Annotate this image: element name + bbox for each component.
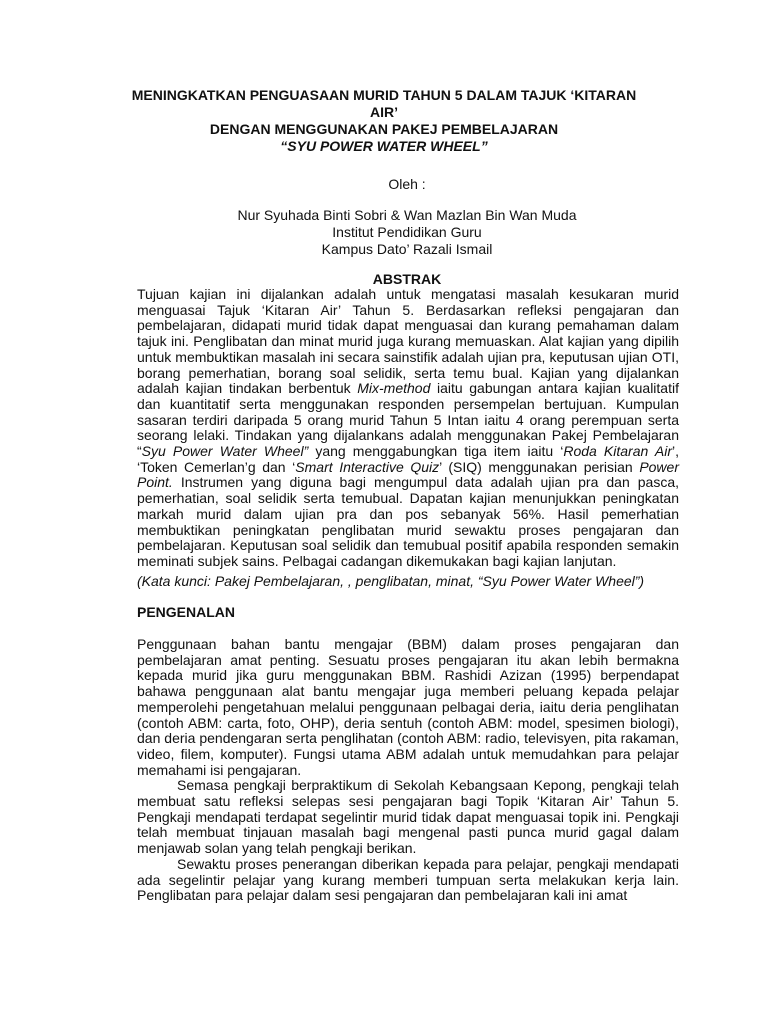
author-block	[0, 207, 768, 258]
abstract-part: iaitu gabungan antara kajian kualitatif dan kuantitatif serta menggunakan responden persempelan bertujuan. Kumpulan sasaran terdiri daripada 5 orang murid Tahun 5 Intan iaitu 4 orang perempuan serta seorang lelaki. Tindakan yang dijalankans adalah menggunakan Pakej Pembelajaran “	[137, 380, 679, 460]
intro-paragraph-3: Sewaktu proses penerangan diberikan kepada para pelajar, pengkaji mendapati ada segelintir pelajar yang kurang memberi tumpuan serta melakukan kerja lain. Penglibatan para pelajar dalam sesi pengajaran dan pembelajaran kali ini amat	[137, 855, 679, 904]
institution: Institut Pendidikan Guru	[332, 224, 482, 240]
introduction-body	[137, 637, 679, 904]
campus: Kampus Dato’ Razali Ismail	[321, 241, 493, 257]
abstract-term-quiz: Smart Interactive Quiz	[295, 458, 440, 475]
intro-paragraph-2: Semasa pengkaji berpraktikum di Sekolah Kebangsaan Kepong, pengkaji telah membuat satu refleksi selepas sesi pengajaran bagi Topik ‘Kitaran Air’ Tahun 5. Pengkaji mendapati terdapat segelintir murid tidak dapat menguasai topik ini. Pengkaji telah membuat tinjauan masalah bagi mengenal pasti punca murid gagal dalam menjawab solan yang telah pengkaji berikan.	[137, 777, 679, 857]
abstract-part: ’ (SIQ) menggunakan perisian	[439, 458, 640, 475]
author-names: Nur Syuhada Binti Sobri & Wan Mazlan Bin Wan Muda	[237, 207, 577, 223]
byline-label: Oleh :	[388, 176, 426, 192]
abstract-part: Instrumen yang diguna bagi mengumpul data adalah ujian pra dan pasca, pemerhatian, soal selidik serta temubual. Dapatan kajian menunjukkan peningkatan markah murid dalam ujian pra dan pos sebanyak 56%. Hasil pemerhatian membuktikan peningkatan penglibatan murid sewaktu proses pengajaran dan pembelajaran. Keputusan soal selidik dan temubual positif apabila responden semakin meminati subjek sains. Pelbagai cadangan dikemukakan bagi kajian lanjutan.	[137, 474, 679, 569]
abstract-text	[137, 287, 679, 570]
title-line-3: “SYU POWER WATER WHEEL”	[280, 138, 488, 154]
paper-title	[120, 87, 648, 155]
abstract-term-power-point: Power Point.	[137, 458, 679, 491]
intro-paragraph-1: Penggunaan bahan bantu mengajar (BBM) dalam proses pengajaran dan pembelajaran amat penting. Sesuatu proses pengajaran itu akan lebih bermakna kepada murid jika guru menggunakan BBM. Rashidi Azizan (1995) berpendapat bahawa penggunaan alat bantu mengajar juga memberi peluang kepada pelajar memperolehi pengetahuan melalui penggunaan pelbagai deria, iaitu deria penglihatan (contoh ABM: carta, foto, OHP), deria sentuh (contoh ABM: model, spesimen biologi), dan deria pendengaran serta penglihatan (contoh ABM: radio, televisyen, pita rakaman, video, filem, komputer). Fungsi utama ABM adalah untuk memudahkan para pelajar memahami isi pengajaran.	[137, 636, 679, 778]
abstract-part: ’, ‘Token Cemerlan’g dan ‘	[137, 443, 679, 475]
title-line-1: MENINGKATKAN PENGUASAAN MURID TAHUN 5 DALAM TAJUK ‘KITARAN AIR’	[131, 87, 637, 120]
abstract-heading: ABSTRAK	[372, 271, 442, 287]
abstract-part: Tujuan kajian ini dijalankan adalah untuk mengatasi masalah kesukaran murid menguasai Tajuk ‘Kitaran Air’ Tahun 5. Berdasarkan refleksi pengajaran dan pembelajaran, didapati murid tidak dapat menguasai dan kurang pemahaman dalam tajuk ini. Penglibatan dan minat murid juga kurang memuaskan. Alat kajian yang dipilih untuk membuktikan masalah ini secara sainstifik adalah ujian pra, keputusan ujian OTI, borang pemerhatian, borang soal selidik, serta temu bual. Kajian yang dijalankan adalah kajian tindakan berbentuk	[137, 286, 679, 397]
abstract-term-syu-power: Syu Power Water Wheel”	[141, 443, 309, 460]
section-heading-pengenalan: PENGENALAN	[137, 604, 236, 620]
abstract-part: yang menggabungkan tiga item iaitu ‘	[308, 443, 564, 460]
keywords: (Kata kunci: Pakej Pembelajaran, , penglibatan, minat, “Syu Power Water Wheel”)	[137, 573, 645, 589]
abstract-term-roda: Roda Kitaran Air	[563, 443, 672, 460]
abstract-term-mix-method: Mix-method	[357, 380, 431, 397]
title-line-2: DENGAN MENGGUNAKAN PAKEJ PEMBELAJARAN	[209, 121, 559, 137]
